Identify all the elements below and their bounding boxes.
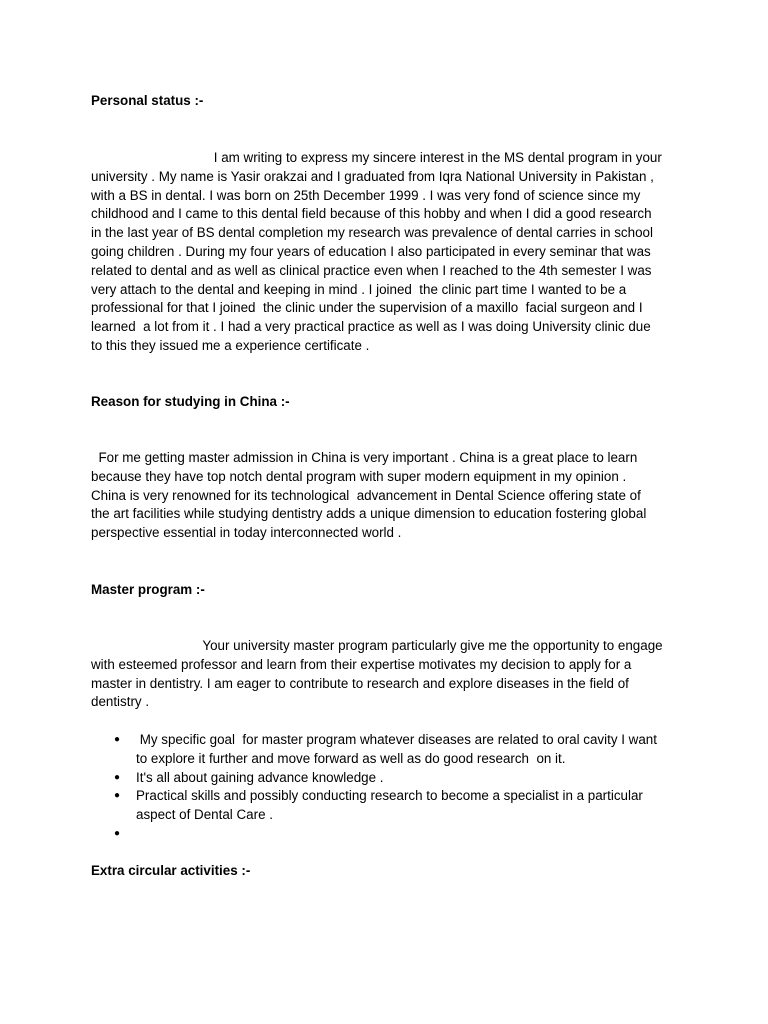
text-line: going children . During my four years of education I also participated in every seminar that was — [91, 243, 651, 259]
text-line: I am writing to express my sincere interest in the MS dental program in your — [91, 150, 662, 165]
bullet-text — [136, 787, 691, 825]
bullet-dot-icon: ● — [114, 790, 121, 802]
heading-master-program: Master program :- — [91, 582, 205, 597]
text-line: aspect of Dental Care . — [136, 807, 273, 823]
text-line: very attach to the dental and keeping in mind . I joined the clinic part time I wanted to be a — [91, 281, 627, 297]
paragraph-reason-china — [91, 449, 691, 543]
text-line: China is very renowned for its technological advancement in Dental Science offering state of — [91, 487, 641, 503]
text-line: My specific goal for master program whatever diseases are related to oral cavity I want — [136, 732, 657, 747]
paragraph-master-program — [91, 637, 691, 712]
text-line: Practical skills and possibly conducting research to become a specialist in a particular — [136, 788, 643, 804]
text-line: to explore it further and move forward as well as do good research on it. — [136, 750, 566, 766]
text-line: university . My name is Yasir orakzai and I graduated from Iqra National University in Pakistan , — [91, 168, 654, 184]
text-line: with a BS in dental. I was born on 25th December 1999 . I was very fond of science since my — [91, 187, 641, 203]
heading-personal-status: Personal status :- — [91, 93, 204, 108]
bullet-item — [91, 769, 691, 788]
text-line: professional for that I joined the clinic under the supervision of a maxillo facial surgeon and I — [91, 300, 643, 316]
bullet-item — [91, 731, 691, 769]
bullet-item — [91, 825, 691, 844]
text-line: because they have top notch dental program with super modern equipment in my opinion . — [91, 468, 627, 484]
bullet-item — [91, 787, 691, 825]
text-line: master in dentistry. I am eager to contribute to research and explore diseases in the field of — [91, 675, 629, 691]
text-line: dentistry . — [91, 694, 150, 710]
text-line: It's all about gaining advance knowledge . — [136, 769, 384, 785]
bullet-dot-icon: ● — [114, 827, 121, 839]
text-line: related to dental and as well as clinical practice even when I reached to the 4th semester I was — [91, 262, 652, 278]
text-line: For me getting master admission in China is very important . China is a great place to learn — [91, 450, 638, 465]
text-line: to this they issued me a experience certificate . — [91, 337, 370, 353]
bullet-dot-icon: ● — [114, 734, 121, 745]
heading-extra-circular: Extra circular activities :- — [91, 863, 251, 878]
heading-reason-china: Reason for studying in China :- — [91, 394, 290, 409]
bullet-text — [136, 769, 691, 788]
text-line: learned a lot from it . I had a very practical practice as well as I was doing University clinic due — [91, 319, 651, 335]
text-line: Your university master program particularly give me the opportunity to engage — [91, 638, 663, 653]
text-line: childhood and I came to this dental field because of this hobby and when I did a good research — [91, 206, 652, 222]
text-line: the art facilities while studying dentistry adds a unique dimension to education fostering global — [91, 506, 647, 522]
goals-bullet-list — [91, 731, 691, 844]
bullet-text — [136, 731, 691, 769]
text-line: in the last year of BS dental completion my research was prevalence of dental carries in school — [91, 225, 653, 241]
text-line: with esteemed professor and learn from their expertise motivates my decision to apply for a — [91, 656, 632, 672]
paragraph-personal-status — [91, 149, 691, 356]
bullet-dot-icon: ● — [114, 771, 121, 783]
text-line: perspective essential in today interconnected world . — [91, 525, 402, 541]
